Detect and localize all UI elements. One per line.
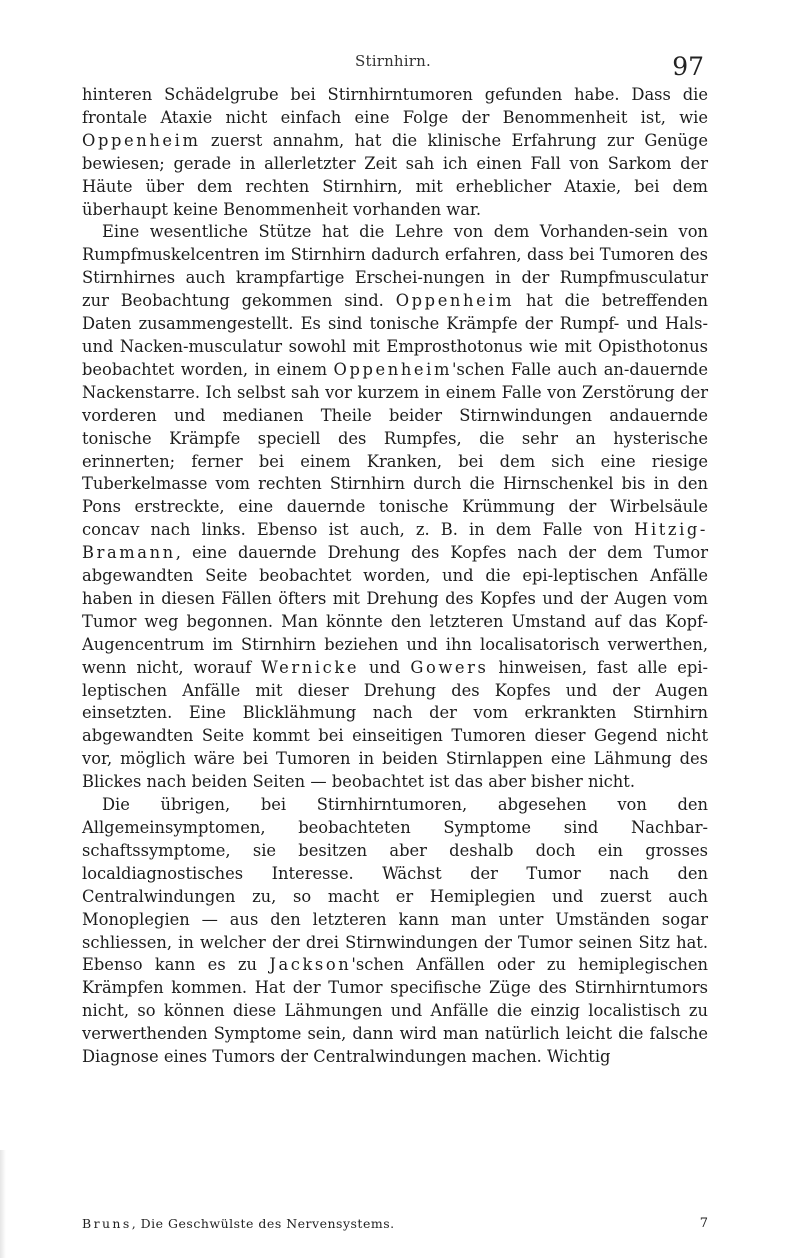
footer-title: , Die Geschwülste des Nervensystems. [131, 1216, 395, 1231]
running-head [84, 52, 702, 86]
cited-author-name: Oppenheim [395, 291, 515, 311]
text-run: Eine wesentliche Stütze hat die Lehre von dem Vorhanden-sein von Rumpfmuskelcentren im Stirnhirn dadurch erfahren, dass bei Tumoren des Stirnhirnes auch krampfartige Erschei-nungen in der Rumpfmusculatur zur Beobachtung gekommen sind. [82, 222, 708, 311]
page-number: 97 [672, 52, 704, 81]
cited-author-name: Oppenheim [82, 130, 201, 150]
text-run: , eine dauernde Drehung des Kopfes nach der dem Tumor abgewandten Seite beobachtet worden, und die epi-leptischen Anfälle haben in diesen Fällen öfters mit Drehung des Kopfes und der Augen vom Tumor weg begonnen. Man könnte den letzteren Umstand auf das Kopf-Augencentrum im Stirnhirn beziehen und ihn localisatorisch verwerthen, wenn nicht, worauf [82, 543, 708, 677]
text-run: und [359, 657, 411, 677]
text-run: zuerst annahm, hat die klinische Erfahrung zur Genüge bewiesen; gerade in allerletzter Zeit sah ich einen Fall von Sarkom der Häute über dem rechten Stirnhirn, mit erheblicher Ataxie, bei dem überhaupt keine Benommenheit vorhanden war. [82, 130, 708, 219]
text-run: 'schen Falle auch an-dauernde Nackenstarre. Ich selbst sah vor kurzem in einem Falle von Zerstörung der vorderen und medianen Theile beider Stirnwindungen andauernde tonische Krämpfe speciell des Rumpfes, die sehr an hysterische erinnerten; ferner bei einem Kranken, bei dem sich eine riesige Tuberkelmasse vom rechten Stirnhirn durch die Hirnschenkel bis in den Pons erstreckte, eine dauernde tonische Krümmung der Wirbelsäule concav nach links. Ebenso ist auch, z. B. in dem Falle von [82, 359, 708, 540]
footer-book-reference [82, 1216, 395, 1231]
paragraph-1 [82, 84, 708, 221]
running-title: Stirnhirn. [355, 52, 431, 70]
footer-author: Bruns [82, 1216, 132, 1231]
text-run: hinteren Schädelgrube bei Stirnhirntumoren gefunden habe. Dass die frontale Ataxie nicht einfach eine Folge der Benommenheit ist, wie [82, 85, 708, 127]
printer-signature: 7 [699, 1216, 708, 1231]
paragraph-2 [82, 221, 708, 794]
cited-author-name: Jackson [269, 955, 352, 975]
text-run: 'schen Anfällen oder zu hemiplegischen Krämpfen kommen. Hat der Tumor specifische Züge des Stirnhirntumors nicht, so können diese Lähmungen und Anfälle die einzig localistisch zu verwerthenden Symptome sein, dann wird man natürlich leicht die falsche Diagnose eines Tumors der Centralwindungen machen. Wichtig [82, 955, 709, 1067]
paragraph-3 [82, 794, 708, 1069]
cited-author-name: Oppenheim [333, 359, 453, 379]
cited-author-name: Gowers [410, 657, 489, 677]
cited-author-name: Wernicke [261, 657, 360, 677]
cited-author-name: Hitzig-Bramann [82, 520, 708, 563]
body-text [82, 84, 708, 1069]
binding-shadow [0, 1150, 6, 1258]
text-run: Die übrigen, bei Stirnhirntumoren, abgesehen von den Allgemeinsymptomen, beobachteten Symptome sind Nachbar-schaftssymptome, sie besitzen aber deshalb doch ein grosses localdiagnostisches Interesse. Wächst der Tumor nach den Centralwindungen zu, so macht er Hemiplegien und zuerst auch Monoplegien — aus den letzteren kann man unter Umständen sogar schliessen, in welcher der drei Stirnwindungen der Tumor seinen Sitz hat. Ebenso kann es zu [82, 795, 708, 975]
text-run: hinweisen, fast alle epi-leptischen Anfälle mit dieser Drehung des Kopfes und der Augen einsetzten. Eine Blicklähmung nach der vom erkrankten Stirnhirn abgewandten Seite kommt bei einseitigen Tumoren dieser Gegend nicht vor, möglich wäre bei Tumoren in beiden Stirnlappen eine Lähmung des Blickes nach beiden Seiten — beobachtet ist das aber bisher nicht. [82, 657, 708, 792]
text-run: hat die betreffenden Daten zusammengestellt. Es sind tonische Krämpfe der Rumpf- und Hals- und Nacken-musculatur sowohl mit Emprosthotonus wie mit Opisthotonus beobachtet worden, in einem [82, 291, 708, 379]
